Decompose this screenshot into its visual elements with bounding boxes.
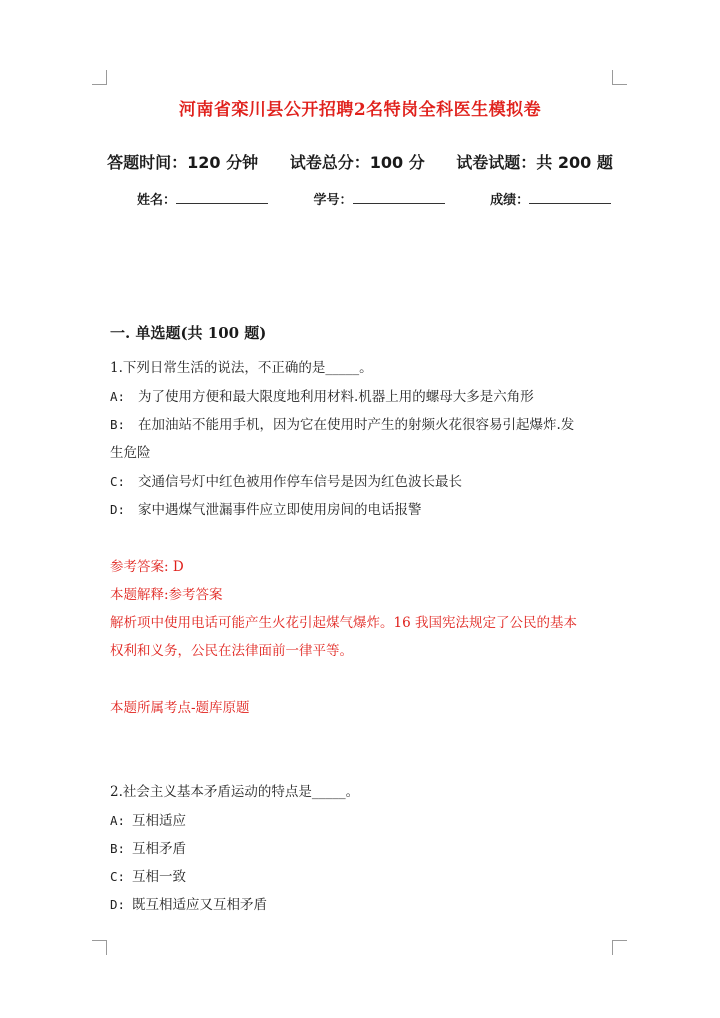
q1-option-d [110, 498, 422, 518]
option-text: 互相一致 [132, 869, 186, 885]
id-field [314, 189, 486, 208]
option-text: 为了使用方便和最大限度地利用材料.机器上用的螺母大多是六角形 [138, 389, 534, 405]
id-label: 学号： [313, 193, 353, 208]
id-blank [353, 190, 445, 204]
q1-option-c [110, 470, 462, 490]
q1-explain-line-1: 解析项中使用电话可能产生火花引起煤气爆炸。16 我国宪法规定了公民的基本 [110, 615, 577, 631]
name-label: 姓名： [137, 193, 177, 208]
section-title: 一. 单选题(共 100 题) [110, 324, 267, 342]
student-fields [137, 189, 611, 208]
option-key: A: [110, 813, 126, 828]
q1-topic: 本题所属考点-题库原题 [110, 700, 250, 716]
q2-option-b [110, 837, 186, 857]
exam-meta [0, 150, 720, 173]
exam-time: 答题时间：120 分钟 [107, 153, 259, 172]
option-text: 互相矛盾 [132, 841, 186, 857]
q2-option-a [110, 809, 186, 829]
crop-mark-top-right [612, 70, 627, 85]
option-key: B: [110, 841, 126, 856]
option-key: C: [110, 869, 126, 884]
option-key: D: [110, 502, 126, 517]
option-text: 生危险 [110, 445, 151, 461]
option-text: 既互相适应又互相矛盾 [132, 897, 267, 913]
crop-mark-bottom-left [92, 940, 107, 955]
q1-explain-label: 本题解释:参考答案 [110, 587, 223, 603]
score-field [490, 189, 611, 208]
option-key: D: [110, 897, 126, 912]
score-blank [529, 190, 611, 204]
q1-stem: 1.下列日常生活的说法，不正确的是_____。 [110, 360, 373, 376]
q1-answer: 参考答案: D [110, 559, 184, 575]
name-field [137, 189, 309, 208]
option-text: 在加油站不能用手机，因为它在使用时产生的射频火花很容易引起爆炸.发 [138, 417, 575, 433]
exam-total-score: 试卷总分：100 分 [289, 153, 425, 172]
q1-explain-line-2: 权利和义务，公民在法律面前一律平等。 [110, 643, 353, 659]
q1-option-b [110, 413, 574, 433]
name-blank [176, 190, 268, 204]
option-text: 交通信号灯中红色被用作停车信号是因为红色波长最长 [138, 474, 462, 490]
option-text: 家中遇煤气泄漏事件应立即使用房间的电话报警 [138, 502, 422, 518]
option-key: B: [110, 417, 126, 432]
q2-option-c [110, 865, 186, 885]
option-key: C: [110, 474, 126, 489]
exam-question-count: 试卷试题：共 200 题 [456, 153, 613, 172]
crop-mark-top-left [92, 70, 107, 85]
q2-option-d [110, 893, 267, 913]
q1-option-b-cont [110, 441, 151, 461]
option-text: 互相适应 [132, 813, 186, 829]
option-key: A: [110, 389, 126, 404]
q1-option-a [110, 385, 534, 405]
page-title: 河南省栾川县公开招聘2名特岗全科医生模拟卷 [178, 100, 542, 120]
score-label: 成绩： [490, 193, 530, 208]
q2-stem: 2.社会主义基本矛盾运动的特点是_____。 [110, 784, 360, 800]
crop-mark-bottom-right [612, 940, 627, 955]
